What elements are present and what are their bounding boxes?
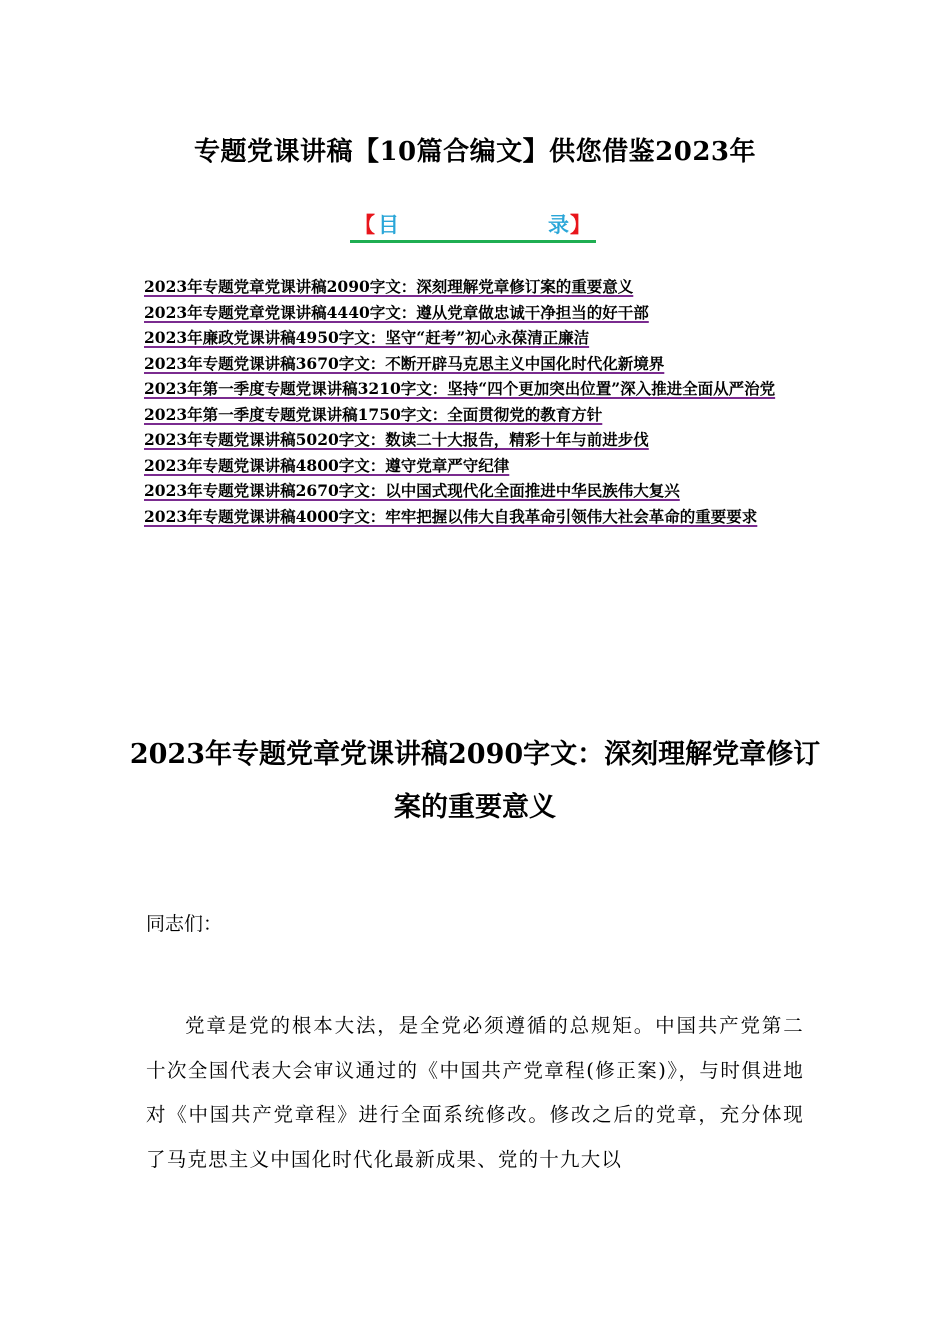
toc-item[interactable] — [144, 325, 808, 351]
toc-heading — [350, 210, 596, 243]
toc-item[interactable] — [144, 427, 808, 453]
toc-item[interactable] — [144, 300, 808, 326]
toc-list — [144, 274, 808, 529]
salutation: 同志们： — [146, 913, 223, 935]
toc-link[interactable]: 2023年第一季度专题党课讲稿3210字文：坚持“四个更加突出位置”深入推进全面从严治党 — [144, 379, 776, 398]
toc-link[interactable]: 2023年专题党课讲稿4800字文：遵守党章严守纪律 — [144, 455, 510, 475]
toc-link[interactable]: 2023年专题党章党课讲稿2090字文：深刻理解党章修订案的重要意义 — [144, 277, 634, 296]
toc-item[interactable] — [144, 376, 808, 402]
toc-item[interactable] — [144, 504, 808, 530]
toc-heading-char-1: 目 — [378, 212, 399, 237]
toc-item[interactable] — [144, 478, 808, 504]
toc-item[interactable] — [144, 453, 808, 479]
toc-link[interactable]: 2023年第一季度专题党课讲稿1750字文：全面贯彻党的教育方针 — [144, 404, 603, 424]
toc-link[interactable]: 2023年专题党章党课讲稿4440字文：遵从党章做忠诚干净担当的好干部 — [144, 302, 649, 322]
toc-link[interactable]: 2023年廉政党课讲稿4950字文：坚守“赶考”初心永葆清正廉洁 — [144, 328, 590, 347]
toc-heading-bracket-right: 】 — [570, 212, 591, 237]
toc-link[interactable]: 2023年专题党课讲稿4000字文：牢牢把握以伟大自我革命引领伟大社会革命的重要要求 — [144, 506, 758, 526]
toc-item[interactable] — [144, 274, 808, 300]
section-title: 2023年专题党章党课讲稿2090字文：深刻理解党章修订案的重要意义 — [129, 739, 821, 823]
toc-heading-char-2: 录 — [548, 212, 569, 237]
document-title: 专题党课讲稿【10篇合编文】供您借鉴2023年 — [193, 137, 757, 167]
toc-link[interactable]: 2023年专题党课讲稿5020字文：数读二十大报告，精彩十年与前进步伐 — [144, 430, 649, 449]
toc-item[interactable] — [144, 351, 808, 377]
toc-item[interactable] — [144, 402, 808, 428]
toc-link[interactable]: 2023年专题党课讲稿3670字文：不断开辟马克思主义中国化时代化新境界 — [144, 353, 665, 373]
body-paragraph: 党章是党的根本大法，是全党必须遵循的总规矩。中国共产党第二十次全国代表大会审议通过的《中国共产党章程(修正案)》，与时俱进地对《中国共产党章程》进行全面系统修改。修改之后的党章，充分体现了马克思主义中国化时代化最新成果、党的十九大以 — [146, 1014, 804, 1171]
toc-link[interactable]: 2023年专题党课讲稿2670字文：以中国式现代化全面推进中华民族伟大复兴 — [144, 481, 680, 500]
toc-heading-bracket-left: 【 — [354, 212, 375, 237]
